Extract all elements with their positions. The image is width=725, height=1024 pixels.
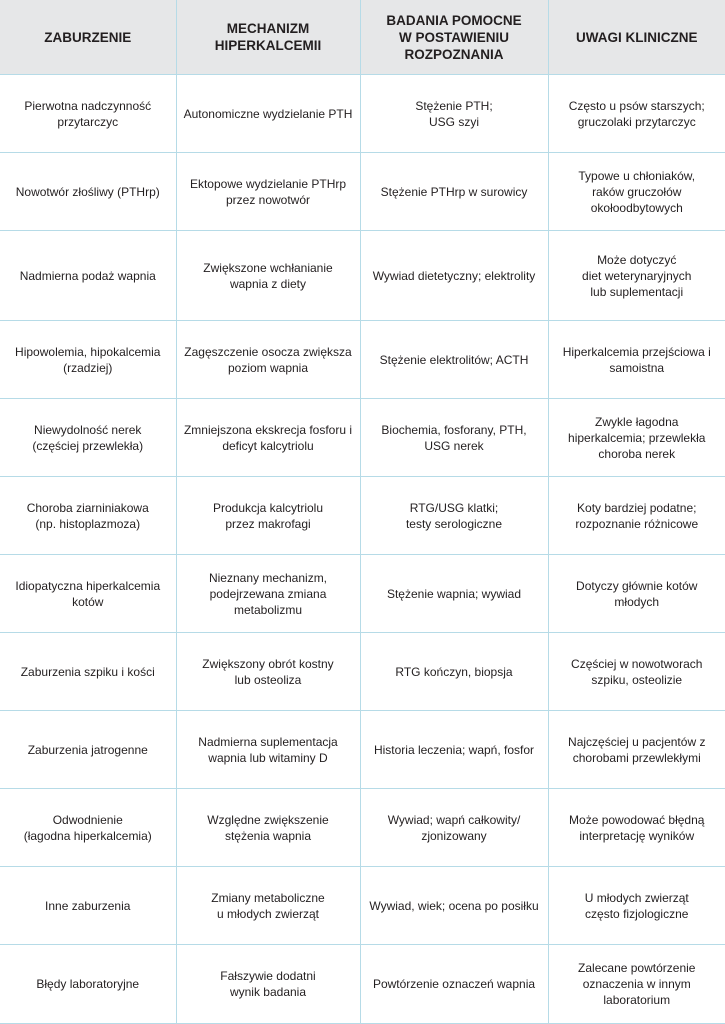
cell-disorder: Inne zaburzenia bbox=[0, 867, 176, 945]
cell-clinical-notes: Koty bardziej podatne; rozpoznanie różnicowe bbox=[548, 477, 725, 555]
cell-clinical-notes: Typowe u chłoniaków, raków gruczołów okołoodbytowych bbox=[548, 153, 725, 231]
column-header-diagnostics: BADANIA POMOCNE W POSTAWIENIU ROZPOZNANIA bbox=[360, 0, 548, 75]
cell-clinical-notes: Najczęściej u pacjentów z chorobami przewlekłymi bbox=[548, 711, 725, 789]
table-body bbox=[0, 75, 725, 1024]
cell-mechanism: Autonomiczne wydzielanie PTH bbox=[176, 75, 360, 153]
cell-mechanism: Nadmierna suplementacja wapnia lub witaminy D bbox=[176, 711, 360, 789]
cell-diagnostics: Biochemia, fosforany, PTH, USG nerek bbox=[360, 399, 548, 477]
cell-clinical-notes: Dotyczy głównie kotów młodych bbox=[548, 555, 725, 633]
column-header-mechanism: MECHANIZM HIPERKALCEMII bbox=[176, 0, 360, 75]
cell-diagnostics: Stężenie PTH; USG szyi bbox=[360, 75, 548, 153]
cell-diagnostics: RTG/USG klatki; testy serologiczne bbox=[360, 477, 548, 555]
cell-disorder: Zaburzenia szpiku i kości bbox=[0, 633, 176, 711]
cell-clinical-notes: U młodych zwierząt często fizjologiczne bbox=[548, 867, 725, 945]
cell-diagnostics: Stężenie elektrolitów; ACTH bbox=[360, 321, 548, 399]
cell-mechanism: Względne zwiększenie stężenia wapnia bbox=[176, 789, 360, 867]
cell-disorder: Nowotwór złośliwy (PTHrp) bbox=[0, 153, 176, 231]
header-row bbox=[0, 0, 725, 75]
cell-disorder: Odwodnienie (łagodna hiperkalcemia) bbox=[0, 789, 176, 867]
cell-mechanism: Zwiększony obrót kostny lub osteoliza bbox=[176, 633, 360, 711]
cell-mechanism: Zagęszczenie osocza zwiększa poziom wapnia bbox=[176, 321, 360, 399]
cell-disorder: Idiopatyczna hiperkalcemia kotów bbox=[0, 555, 176, 633]
cell-disorder: Nadmierna podaż wapnia bbox=[0, 231, 176, 321]
cell-mechanism: Nieznany mechanizm, podejrzewana zmiana metabolizmu bbox=[176, 555, 360, 633]
table-row bbox=[0, 789, 725, 867]
cell-mechanism: Zmniejszona ekskrecja fosforu i deficyt kalcytriolu bbox=[176, 399, 360, 477]
cell-disorder: Hipowolemia, hipokalcemia (rzadziej) bbox=[0, 321, 176, 399]
table-header bbox=[0, 0, 725, 75]
cell-diagnostics: Stężenie wapnia; wywiad bbox=[360, 555, 548, 633]
table-row bbox=[0, 321, 725, 399]
cell-mechanism: Fałszywie dodatni wynik badania bbox=[176, 945, 360, 1024]
table-row bbox=[0, 633, 725, 711]
cell-clinical-notes: Zalecane powtórzenie oznaczenia w innym laboratorium bbox=[548, 945, 725, 1024]
cell-clinical-notes: Zwykle łagodna hiperkalcemia; przewlekła choroba nerek bbox=[548, 399, 725, 477]
column-header-clinical-notes: UWAGI KLINICZNE bbox=[548, 0, 725, 75]
table-row bbox=[0, 711, 725, 789]
table-row bbox=[0, 231, 725, 321]
table-row bbox=[0, 555, 725, 633]
cell-clinical-notes: Hiperkalcemia przejściowa i samoistna bbox=[548, 321, 725, 399]
table-row bbox=[0, 945, 725, 1024]
table-row bbox=[0, 153, 725, 231]
cell-disorder: Choroba ziarniniakowa (np. histoplazmoza) bbox=[0, 477, 176, 555]
cell-diagnostics: Historia leczenia; wapń, fosfor bbox=[360, 711, 548, 789]
cell-mechanism: Ektopowe wydzielanie PTHrp przez nowotwór bbox=[176, 153, 360, 231]
cell-clinical-notes: Częściej w nowotworach szpiku, osteolizie bbox=[548, 633, 725, 711]
cell-clinical-notes: Może powodować błędną interpretację wyników bbox=[548, 789, 725, 867]
cell-diagnostics: Powtórzenie oznaczeń wapnia bbox=[360, 945, 548, 1024]
cell-mechanism: Zmiany metaboliczne u młodych zwierząt bbox=[176, 867, 360, 945]
cell-diagnostics: Stężenie PTHrp w surowicy bbox=[360, 153, 548, 231]
cell-diagnostics: Wywiad; wapń całkowity/ zjonizowany bbox=[360, 789, 548, 867]
cell-disorder: Zaburzenia jatrogenne bbox=[0, 711, 176, 789]
cell-clinical-notes: Może dotyczyć diet weterynaryjnych lub suplementacji bbox=[548, 231, 725, 321]
column-header-disorder: ZABURZENIE bbox=[0, 0, 176, 75]
cell-mechanism: Zwiększone wchłanianie wapnia z diety bbox=[176, 231, 360, 321]
cell-mechanism: Produkcja kalcytriolu przez makrofagi bbox=[176, 477, 360, 555]
cell-disorder: Niewydolność nerek (częściej przewlekła) bbox=[0, 399, 176, 477]
cell-clinical-notes: Często u psów starszych; gruczolaki przytarczyc bbox=[548, 75, 725, 153]
cell-diagnostics: Wywiad dietetyczny; elektrolity bbox=[360, 231, 548, 321]
table-row bbox=[0, 477, 725, 555]
table-row bbox=[0, 75, 725, 153]
cell-disorder: Błędy laboratoryjne bbox=[0, 945, 176, 1024]
table-row bbox=[0, 867, 725, 945]
cell-diagnostics: RTG kończyn, biopsja bbox=[360, 633, 548, 711]
table-row bbox=[0, 399, 725, 477]
cell-diagnostics: Wywiad, wiek; ocena po posiłku bbox=[360, 867, 548, 945]
cell-disorder: Pierwotna nadczynność przytarczyc bbox=[0, 75, 176, 153]
